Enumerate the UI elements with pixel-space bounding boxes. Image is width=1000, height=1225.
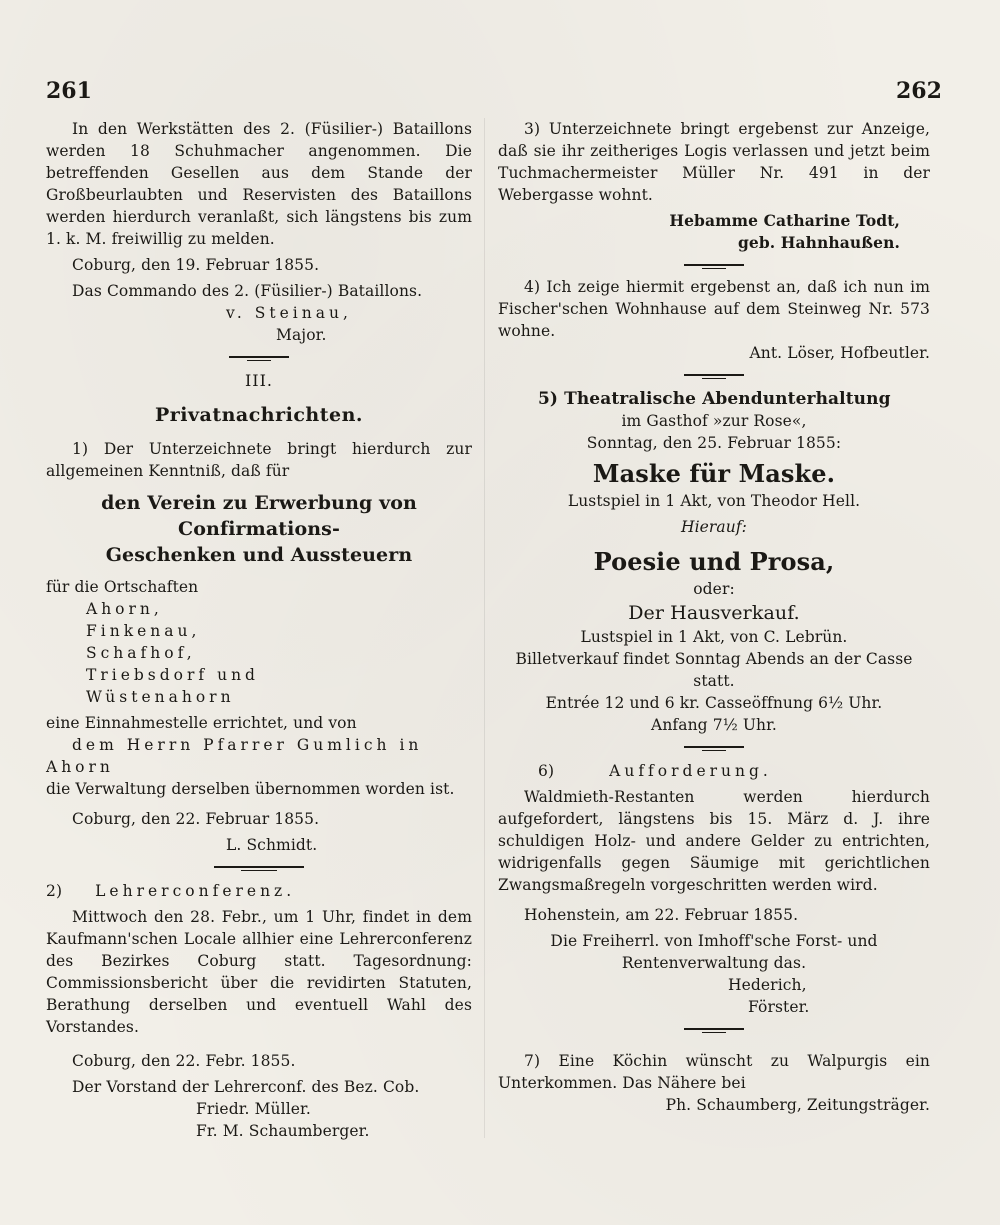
notice-5-heading: 5) Theatralische Abendunterhaltung [538, 389, 891, 409]
notice-5-play-1-info: Lustspiel in 1 Akt, von Theodor Hell. [567, 492, 861, 510]
place-item: Schafhof, [86, 644, 196, 662]
page-number-right: 262 [896, 78, 942, 104]
notice-shoemakers-rank: Major. [276, 326, 327, 344]
notice-1-intro: 1) Der Unterzeichnete bringt hierdurch zur allgemeinen Kenntniß, daß für [46, 440, 472, 480]
notice-1-signature: L. Schmidt. [226, 836, 318, 854]
notice-6-rank: Förster. [748, 998, 810, 1016]
divider [229, 352, 289, 362]
notice-shoemakers-signatory: Das Commando des 2. (Füsilier-) Bataillons. [72, 282, 423, 300]
divider [684, 370, 744, 380]
notice-5-then: Hierauf: [680, 518, 748, 536]
left-column [46, 118, 472, 1142]
notice-1-title-line2: Geschenken und Aussteuern [105, 544, 413, 566]
right-column [498, 118, 930, 1116]
notice-5-oder: oder: [693, 580, 735, 598]
notice-3-body: 3) Unterzeichnete bringt ergebenst zur Anzeige, daß sie ihr zeitheriges Logis verlassen und jetzt beim Tuchmachermeister Müller Nr. 491 in der Webergasse wohnt. [498, 120, 930, 204]
notice-1-for: für die Ortschaften [46, 578, 199, 596]
column-gutter [484, 118, 485, 1138]
notice-1-places [46, 598, 472, 708]
notice-5-play-1: Maske für Maske. [592, 459, 836, 488]
notice-7-signature: Ph. Schaumberg, Zeitungsträger. [665, 1096, 930, 1114]
notice-shoemakers: In den Werkstätten des 2. (Füsilier-) Bataillons werden 18 Schuhmacher angenommen. Die betreffenden Gesellen aus dem Stande der Großbeurlaubten und Reservisten des Bataillons werden hierdurch veranlaßt, sich längstens bis zum 1. k. M. freiwillig zu melden. [46, 120, 472, 248]
notice-5-play-2-info: Lustspiel in 1 Akt, von C. Lebrün. [580, 628, 848, 646]
notice-1-body-3: die Verwaltung derselben übernommen worden ist. [46, 780, 455, 798]
notice-6-name: Hederich, [728, 976, 807, 994]
divider [684, 742, 744, 752]
notice-2-signatory: Der Vorstand der Lehrerconf. des Bez. Cob. [72, 1078, 420, 1096]
divider [214, 862, 304, 872]
notice-2-number: 2) [46, 882, 63, 900]
notice-6-number: 6) [538, 762, 555, 780]
notice-4-body: 4) Ich zeige hiermit ergebenst an, daß ich nun im Fischer'schen Wohnhause auf dem Steinweg Nr. 573 wohne. [498, 278, 930, 340]
place-item: Wüstenahorn [86, 688, 235, 706]
notice-2-date: Coburg, den 22. Febr. 1855. [72, 1052, 296, 1070]
notice-6-date: Hohenstein, am 22. Februar 1855. [524, 906, 799, 924]
notice-2-heading: Lehrerconferenz. [95, 882, 296, 900]
divider [684, 260, 744, 270]
notice-6-body: Waldmieth-Restanten werden hierdurch aufgefordert, längstens bis 15. März d. J. ihre schuldigen Holz- und andere Gelder zu entrichten, widrigenfalls gegen Säumige mit gerichtlichen Zwangsmaßregeln vorgeschritten werden wird. [498, 788, 930, 894]
divider [684, 1024, 744, 1034]
notice-5-date: Sonntag, den 25. Februar 1855: [586, 434, 842, 452]
notice-5-venue: im Gasthof »zur Rose«, [621, 412, 807, 430]
notice-6-signatory: Die Freiherrl. von Imhoff'sche Forst- und Rentenverwaltung das. [550, 932, 878, 972]
place-item: Ahorn, [86, 600, 163, 618]
notice-5-play-2: Poesie und Prosa, [593, 547, 835, 576]
notice-shoemakers-date: Coburg, den 19. Februar 1855. [72, 256, 320, 274]
place-item: Finkenau, [86, 622, 201, 640]
notice-5-tickets: Billetverkauf findet Sonntag Abends an der Casse statt. [515, 650, 913, 690]
notice-3-signature-1: Hebamme Catharine Todt, [669, 211, 900, 230]
notice-4-signature: Ant. Löser, Hofbeutler. [749, 344, 930, 362]
notice-5-entry: Entrée 12 und 6 kr. Casseöffnung 6½ Uhr. [545, 694, 883, 712]
notice-2-name-2: Fr. M. Schaumberger. [196, 1122, 370, 1140]
notice-2-name-1: Friedr. Müller. [196, 1100, 311, 1118]
notice-6-heading: Aufforderung. [609, 762, 772, 780]
section-number: III. [244, 371, 274, 390]
notice-2-body: Mittwoch den 28. Febr., um 1 Uhr, findet in dem Kaufmann'schen Locale allhier eine Lehrerconferenz des Bezirkes Coburg statt. Tagesordnung: Commissionsbericht über die revidirten Statuten, Berathung derselben und eventuell Wahl des Vorstandes. [46, 908, 472, 1036]
notice-1-body-2: dem Herrn Pfarrer Gumlich in Ahorn [46, 736, 423, 776]
notice-5-start: Anfang 7½ Uhr. [651, 716, 777, 734]
page-number-left: 261 [46, 78, 92, 104]
notice-1-date: Coburg, den 22. Februar 1855. [72, 810, 320, 828]
section-title: Privatnachrichten. [154, 404, 364, 426]
notice-1-body-1: eine Einnahmestelle errichtet, und von [46, 714, 357, 732]
notice-5-play-2-alt: Der Hausverkauf. [628, 602, 800, 624]
notice-1-title-line1: den Verein zu Erwerbung von Confirmations- [101, 492, 417, 540]
notice-3-signature-2: geb. Hahnhaußen. [737, 233, 900, 252]
place-item: Triebsdorf und [86, 666, 259, 684]
notice-7-body: 7) Eine Köchin wünscht zu Walpurgis ein Unterkommen. Das Nähere bei [498, 1052, 930, 1092]
notice-shoemakers-name: v. Steinau, [226, 304, 352, 322]
